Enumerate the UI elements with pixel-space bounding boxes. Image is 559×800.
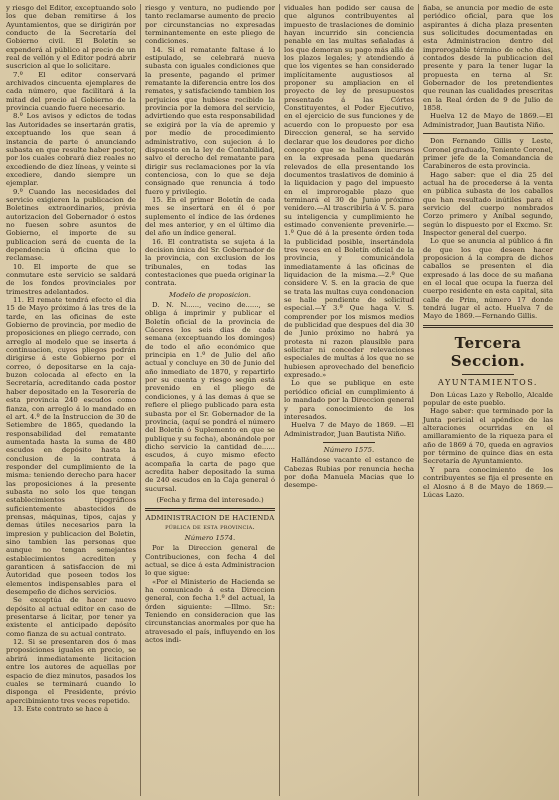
notice-number: Número 1574. <box>184 533 236 542</box>
paragraph: Lo que se publique en este periódico oficial en cumplimiento á lo mandado por la Direccion general y para conocimiento de los interesados. <box>284 379 414 421</box>
ayuntamientos-heading: AYUNTAMIENTOS. <box>438 377 538 387</box>
paragraph: 15. En el primer Boletín de cada mes se insertará en él ó por suplemento el índice de las órdenes del mes anterior, y en el último dia del año un índice general. <box>145 195 275 238</box>
signature-line: Huelva 7 de Mayo de 1869. —El Administrador, Juan Bautista Niño. <box>284 421 414 438</box>
admin-hacienda-heading: ADMINISTRACION DE HACIENDA pública de esta provincia. <box>145 514 275 531</box>
column-3 <box>279 4 414 796</box>
paragraph: Don Fernando Gillis y Leste, Coronel graduado, Teniente Coronel, primer jefe de la Comandancia de Carabineros de esta provincia. <box>423 137 553 171</box>
column-4 <box>418 4 553 796</box>
divider <box>462 374 514 375</box>
proposal-model-heading: Modelo de proposicion. <box>169 290 251 299</box>
paragraph: 7.º El editor conservará archivados cincuenta ejemplares de cada número, que facilitará á la mitad del precio al Gobierno de la provincia cuando fuere necesario. <box>6 70 136 113</box>
paragraph: Por la Direccion general de Contribuciones, con fecha 4 del actual, se dice á esta Administracion lo que sigue: <box>145 544 275 578</box>
paragraph: Hago saber: que el dia 25 del actual ha de procederse á la venta en pública subasta de los caballos que han resultado inútiles para el servicio del cuerpo nombrados Corzo primero y Aníbal segundo, según lo dispuesto por el Excmo. Sr. Inspector general del cuerpo. <box>423 170 553 237</box>
signature-line: Huelva 12 de Mayo de 1869.—El Administrador, Juan Bautista Niño. <box>423 112 553 129</box>
paragraph: Se exceptúa de hacer nuevo depósito al actual editor en caso de presentarse á licitar, por tener ya existente el anticipado depósito como fianza de su actual contrato. <box>6 596 136 638</box>
paragraph: Hallándose vacante el estanco de Cabezas Rubias por renuncia hecha por doña Manuela Macias que lo desempe- <box>284 456 414 490</box>
paragraph: 8.º Los avisos y edictos de todas las Autoridades se insertarán gratis, exceptuando los que sean á instancia de parte ó anunciando subasta en que resulte haber postor, por los cuales cobrará diez reales no excediendo de diez líneas, y veinte si excediere, dando siempre un ejemplar. <box>6 112 136 188</box>
section-divider <box>423 325 553 328</box>
paragraph: viduales han podido ser causa de que algunos contribuyentes al impuesto de traslaciones de dominio hayan incurrido sin conciencia penable en las multas señaladas á los que demoran su pago más allá de los plazos legales; y atendiendo á que los vigentes se han considerado implícitamente augustiosos al proponer su ampliacion en el proyecto de ley de presupuestos presentado á las Córtes Constituyentes, el Poder Ejecutivo, en el ejercicio de sus funciones y de acuerdo con lo propuesto por esa Direccion general, se ha servido declarar que los deudores por dicho concepto que se hallasen incursos en la expresada pena quedarán relevados de ella presentando los documentos traslativos de dominio á la liquidacion y pago del impuesto en el improrogable plazo que terminará el 30 de Junio próximo venidero.—Al trascribirla á V. S. para su inteligencia y cumplimiento he estimado conveniente prevenirle.—1.º Que dé á la presente órden toda la publicidad posible, insertándola tres veces en el Boletín oficial de la provincia, y comunicándola inmediatamente á las oficinas de liquidacion de la misma.—2.º Que considere V. S. en la gracia de que se trata las multas cuya condonacion se halle pendiente de solicitud especial.—Y 3.º Que haga V. S. comprender por los mismos medios de publicidad que despues del dia 30 de Junio próximo no habrá ya protesta ni razon plausible para solicitar ni conceder relevaciones especiales de multas á los que no se hubiesen aprovechado del beneficio expresado.» <box>284 4 414 380</box>
paragraph: ñaba, se anuncia por medio de este periódico oficial, para que los aspirantes á dicha plaza presenten sus solicitudes documentadas en esta Administracion dentro del improrogable término de ocho dias, contados desde la publicacion del presente y para la tener lugar la propuesta en terna al Sr. Gobernador de los pretendientes que reunan las cualidades prescritas en la Real órden de 9 de Julio de 1858. <box>423 4 553 113</box>
paragraph: Hago saber: que terminado por la Junta pericial el apéndice de las alteraciones ocurridas en el amillaramiento de la riqueza para el año de 1869 á 70, queda en agravios por término de quince dias en esta Secretaría de Ayuntamiento. <box>423 407 553 466</box>
column-1 <box>6 4 136 796</box>
notice-number: Número 1575. <box>323 445 375 454</box>
paragraph: 13. Este contrato se hace á <box>13 704 109 713</box>
paragraph: Y para conocimiento de los contribuyentes se fija el presente en el Alosno á 8 de Mayo de 1869.—Lúcas Lazo. <box>423 465 553 499</box>
paragraph: D. N. N......, vecino de......, se obliga á imprimir y publicar el Boletín oficial de la provincia de Cáceres los seis dias de cada semana (exceptuando los domingos) de todo el año económico que principia en 1.º de Julio del año actual y concluye en 30 de Junio del año inmediato de 1870, y repartirlo por su cuenta y riesgo según está prevenido en el pliego de condiciones, y á las demas á que se refiere el pliego publicado para esta subasta por el Sr. Gobernador de la provincia, (aquí se pondrá el número del Boletín ó Suplemento en que se publique y su fecha), abonándole por dicho servicio la cantidad de...... escudos, á cuyo mismo efecto acompaña la carta de pago que acredita haber depositado la suma de 240 escudos en la Caja general ó sucursal. <box>145 301 275 493</box>
divider <box>423 133 553 134</box>
section-title: Tercera Seccion. <box>450 333 526 370</box>
paragraph: «Por el Ministerio de Hacienda se ha comunicado á esta Direccion general, con fecha 1.º del actual, la órden siguiente: —Illmo. Sr.: Teniendo en consideracion que las circunstancias anormales por que ha atravesado el país, influyendo en los actos indi- <box>145 577 275 645</box>
paragraph: riesgo y ventura, no pudiendo por tanto reclamarse aumento de precio por circunstancias no expresadas terminantemente en este pliego de condiciones. <box>145 4 275 46</box>
paragraph: Don Lúcas Lazo y Rebollo, Alcalde popular de este pueblo. <box>423 390 553 408</box>
section-divider <box>145 508 275 511</box>
column-2 <box>140 4 275 796</box>
paragraph: 14. Si el rematante faltase á lo estipulado, se celebrará nueva subasta con iguales condiciones que la presente, pagando el primer rematante la diferencia entre los dos remates, y satisfaciendo tambien los perjuicios que hubiese recibido la provincia por la demora del servicio, advirtiendo que esta responsabilidad se exigirá por la vía de apremio y por medio de procedimiento administrativo, con sujecion á lo dispuesto en la ley de Contabilidad, salvo el derecho del rematante para dirigir sus reclamaciones por la vía contenciosa, con lo que se deja consignado que renuncia á todo fuero y privilegio. <box>145 45 275 196</box>
paragraph: 12. Si se presentaren dos ó mas proposiciones iguales en precio, se abrirá inmediatamente licitacion entre los autores de aquellas por espacio de diez minutos, pasados los cuales se terminará cuando lo disponga el Presidente, prévio apercibimiento tres veces repetido. <box>6 638 136 705</box>
paragraph: 16. El contratista se sujeta á la decision única del Sr. Gobernador de la provincia, con exclusion de los tribunales, en todas las contestaciones que pueda originar la contrata. <box>145 237 275 288</box>
paragraph: 10. El importe de que se conmutare este servicio se saldará de los fondos provinciales por trimestres adelantados. <box>6 262 136 296</box>
paragraph: 9.º Cuando las necesidades del servicio exigieren la publicacion de Boletines extraordinarios, prévia autorizacion del Gobernador ó estos no fuesen sobre asuntos de Gobierno, el importe de su publicacion será de cuenta de la dependencia ú oficina que lo reclamase. <box>6 187 136 263</box>
paragraph: y riesgo del Editor, exceptuando solo los que deban remitirse á los Ayuntamientos, que se dirigirán por conducto de la Secretaría del Gobierno civil. El Boletín se expenderá al público al precio de un real de vellón y el Editor podrá abrir suscricion al que lo solicitare. <box>6 4 136 71</box>
paragraph: Lo que se anuncia al público á fin de que los que deseen hacer proposicion á la compra de dichos caballos se presenten el dia expresado á las doce de su mañana en el local que ocupa la fuerza del cuerpo residente en esta capital, sita calle de Prim, número 17 donde tendrá lugar el acto. Huelva 7 de Mayo de 1869.—Fernando Gillis. <box>423 237 553 321</box>
divider <box>323 442 375 443</box>
signature-note: (Fecha y firma del interesado.) <box>156 495 264 504</box>
paragraph: 11. El remate tendrá efecto el dia 15 de Mayo próximo á las tres de la tarde, en las oficinas de este Gobierno de provincia, por medio de proposiciones en pliego cerrado, con arreglo al modelo que se inserta á continuacion, cuyos pliegos podrán dirigirse á este Gobierno por el correo, ó depositarse en la caja-buzon colocada al efecto en la Secretaría, acreditando cada postor haber depositado en la Tesorería de esta provincia 240 escudos como fianza, con arreglo á lo mandado en el art. 4.º de la Instruccion de 30 de Setiembre de 1865, quedando la responsabilidad del rematante aumentada hasta la suma de 480 escudos en depósito hasta la conclusion de la contrata á responder del cumplimiento de la misma: teniendo derecho para hacer las proposiciones á la presente subasta no solo los que tengan establecimientos tipográficos suficientemente abastecidos de prensas, máquinas, tipos, cajas y demas útiles necesarios para la impresion y publicacion del Boletin, sino tambien las personas que aunque no tengan semejantes establecimientos acrediten y garanticen á satisfaccion de mi Autoridad que poseen todos los elementos indispensables para el desempeño de dichos servicios. <box>6 296 136 597</box>
